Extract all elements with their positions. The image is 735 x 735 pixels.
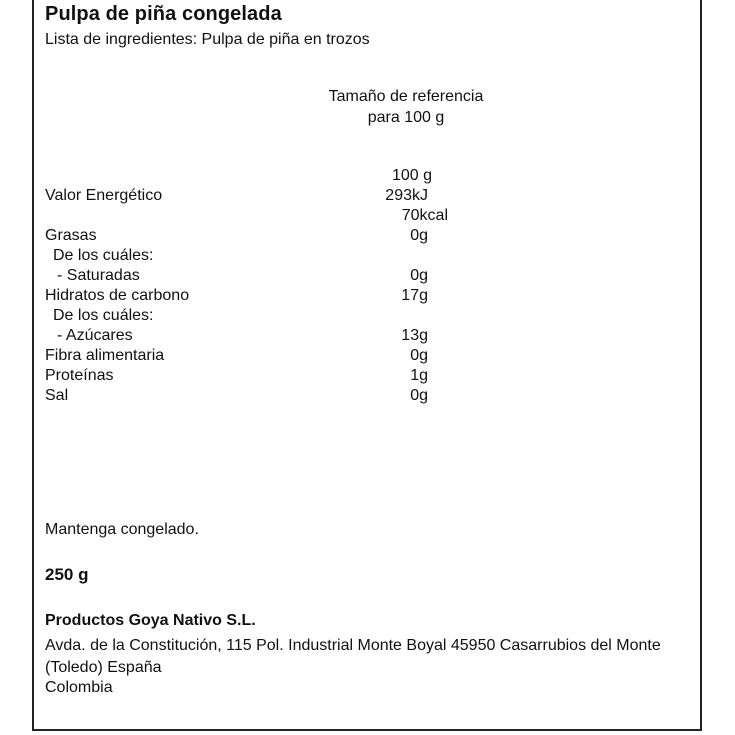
nutrition-value-protein: 1g	[410, 367, 428, 384]
company-address: Avda. de la Constitución, 115 Pol. Industrial Monte Boyal 45950 Casarrubios del Monte (Toledo) España	[45, 637, 661, 676]
nutrition-value-energy-kcal: 70kcal	[401, 207, 448, 224]
nutrition-label-fibre: Fibra alimentaria	[45, 347, 165, 364]
net-weight: 250 g	[45, 565, 89, 584]
country-of-origin: Colombia	[45, 679, 113, 696]
storage-instructions: Mantenga congelado.	[45, 521, 199, 538]
nutrition-value-energy-kj: 293kJ	[385, 187, 428, 204]
nutrition-label-energy: Valor Energético	[45, 187, 163, 204]
nutrition-label-fat: Grasas	[45, 227, 97, 244]
nutrition-label-sugars: - Azúcares	[57, 327, 133, 344]
nutrition-value-carbohydrates: 17g	[401, 287, 428, 304]
nutrition-value-saturated: 0g	[410, 267, 428, 284]
nutrition-value-sugars: 13g	[401, 327, 428, 344]
nutrition-label-carbohydrates: Hidratos de carbono	[45, 287, 190, 304]
nutrition-label-saturated: - Saturadas	[57, 267, 140, 284]
nutrition-label-fat-of-which: De los cuáles:	[53, 247, 154, 264]
nutrition-value-salt: 0g	[410, 387, 428, 404]
nutrition-label-protein: Proteínas	[45, 367, 114, 384]
reference-size-line2: para 100 g	[367, 109, 445, 126]
company-name: Productos Goya Nativo S.L.	[45, 612, 256, 629]
nutrition-label-carbs-of-which: De los cuáles:	[53, 307, 154, 324]
nutrition-column-header: 100 g	[391, 167, 432, 184]
nutrition-value-fibre: 0g	[410, 347, 428, 364]
ingredients-list: Lista de ingredientes: Pulpa de piña en trozos	[45, 31, 370, 48]
reference-size-line1: Tamaño de referencia	[328, 88, 484, 105]
nutrition-value-fat: 0g	[410, 227, 428, 244]
product-title: Pulpa de piña congelada	[45, 3, 282, 25]
nutrition-label-salt: Sal	[45, 387, 69, 404]
